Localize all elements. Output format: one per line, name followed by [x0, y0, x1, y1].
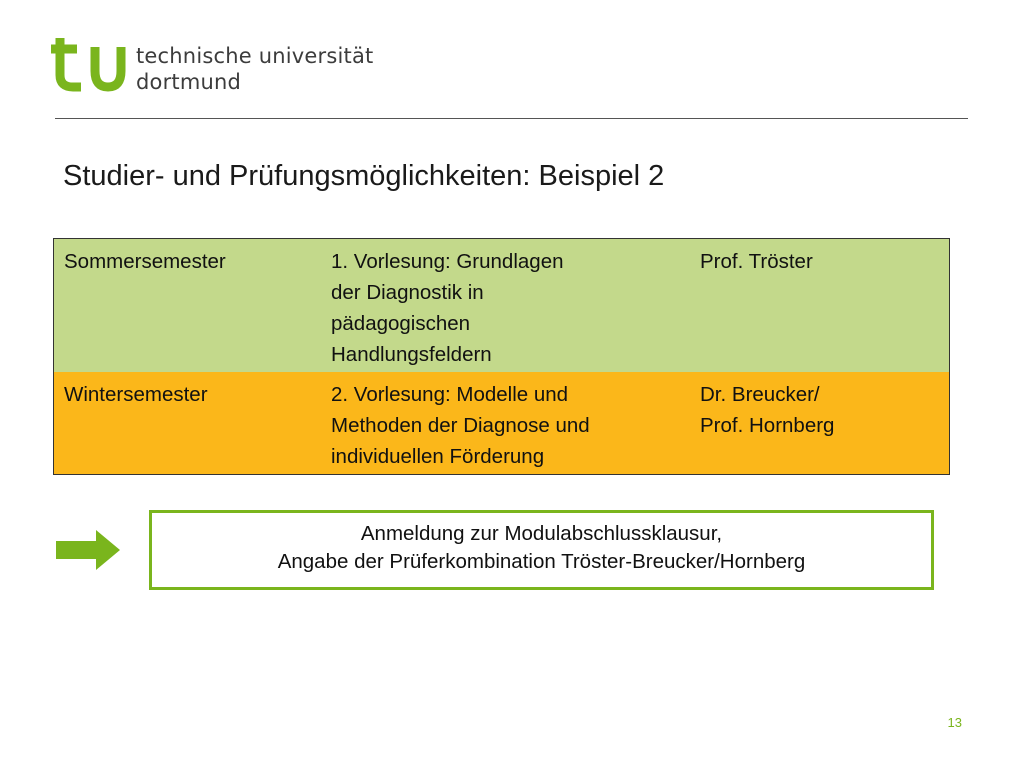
note-line-1: Anmeldung zur Modulabschlussklausur,: [360, 522, 723, 545]
tu-dortmund-logo: [51, 37, 131, 93]
table-row-summer: [54, 239, 950, 372]
course-line: Methoden der Diagnose und: [331, 413, 590, 437]
semester-cell: [54, 372, 318, 475]
university-name-line-2: dortmund: [136, 70, 242, 94]
course-cell: [317, 372, 681, 475]
course-table: [53, 238, 950, 475]
university-name: [136, 43, 374, 95]
semester-cell: [54, 239, 318, 372]
note-line-2: Angabe der Prüferkombination Tröster-Breucker/Hornberg: [277, 550, 806, 573]
semester-label: Sommersemester: [64, 250, 226, 273]
university-name-line-1: technische universität: [136, 44, 374, 68]
page-number: 13: [947, 715, 962, 730]
course-line: 2. Vorlesung: Modelle und: [331, 382, 569, 406]
table-row-winter: [54, 372, 950, 475]
slide-title: Studier- und Prüfungsmöglichkeiten: Beispiel 2: [63, 160, 665, 192]
course-line: der Diagnostik in: [331, 281, 484, 304]
course-line: Handlungsfeldern: [331, 343, 492, 366]
registration-note-box: [149, 510, 934, 590]
course-line: individuellen Förderung: [331, 444, 545, 468]
course-line: pädagogischen: [331, 312, 471, 335]
lecturer-cell: [681, 372, 950, 475]
right-arrow-icon: [56, 530, 120, 570]
lecturer-line: Prof. Tröster: [700, 250, 813, 273]
lecturer-line: Dr. Breucker/: [700, 382, 820, 406]
semester-label: Wintersemester: [64, 382, 208, 406]
lecturer-cell: [681, 239, 950, 372]
course-cell: [317, 239, 681, 372]
course-line: 1. Vorlesung: Grundlagen: [331, 250, 564, 273]
header-divider: [55, 118, 968, 119]
lecturer-line: Prof. Hornberg: [700, 413, 835, 437]
